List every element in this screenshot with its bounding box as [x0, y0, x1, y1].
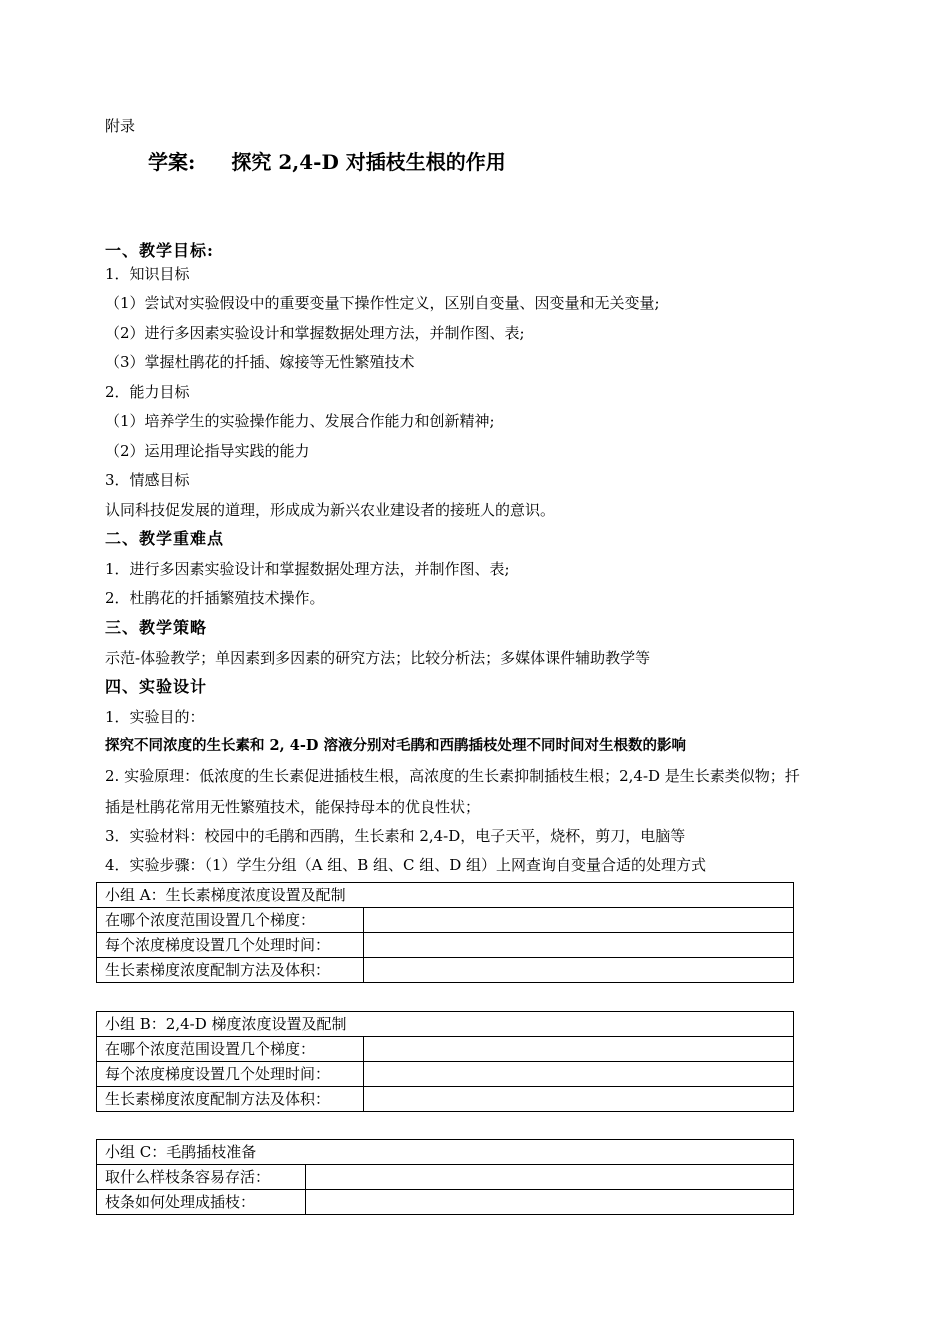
table-cell-label: 在哪个浓度范围设置几个梯度： — [97, 1037, 364, 1062]
paragraph: （2）运用理论指导实践的能力 — [105, 442, 310, 460]
group-a-table — [96, 882, 794, 983]
table-cell-answer[interactable] — [364, 1037, 794, 1062]
paragraph: （3）掌握杜鹃花的扦插、嫁接等无性繁殖技术 — [105, 353, 415, 371]
paragraph: 2．能力目标 — [105, 383, 190, 401]
paragraph: 1．进行多因素实验设计和掌握数据处理方法，并制作图、表; — [105, 560, 510, 578]
experiment-purpose: 探究不同浓度的生长素和 2, 4-D 溶液分别对毛鹃和西鹃插枝处理不同时间对生根数的影响 — [105, 737, 686, 754]
section-heading-difficulties: 二、教学重难点 — [105, 529, 225, 548]
table-header: 小组 C：毛鹃插枝准备 — [97, 1140, 794, 1165]
appendix-label: 附录 — [105, 117, 136, 135]
group-c-table — [96, 1139, 794, 1215]
paragraph: （1）培养学生的实验操作能力、发展合作能力和创新精神; — [105, 412, 495, 430]
paragraph: （2）进行多因素实验设计和掌握数据处理方法，并制作图、表; — [105, 324, 525, 342]
page-title — [148, 148, 506, 176]
section-heading-goals: 一、教学目标: — [105, 241, 214, 260]
table-cell-answer[interactable] — [364, 1062, 794, 1087]
table-cell-label: 每个浓度梯度设置几个处理时间： — [97, 933, 364, 958]
section-heading-experiment: 四、实验设计 — [105, 677, 208, 696]
table-cell-label: 生长素梯度浓度配制方法及体积： — [97, 958, 364, 983]
table-header: 小组 A：生长素梯度浓度设置及配制 — [97, 883, 794, 908]
paragraph: 1．知识目标 — [105, 265, 190, 283]
table-cell-answer[interactable] — [364, 933, 794, 958]
paragraph: 3．实验材料：校园中的毛鹃和西鹃，生长素和 2,4-D，电子天平，烧杯，剪刀，电脑等 — [105, 827, 686, 845]
paragraph: 4．实验步骤：（1）学生分组（A 组、B 组、C 组、D 组）上网查询自变量合适的处理方式 — [105, 856, 707, 874]
paragraph: 插是杜鹃花常用无性繁殖技术，能保持母本的优良性状； — [105, 798, 481, 816]
paragraph: 认同科技促发展的道理，形成成为新兴农业建设者的接班人的意识。 — [105, 501, 556, 519]
group-b-table — [96, 1011, 794, 1112]
paragraph: 2. 实验原理：低浓度的生长素促进插枝生根，高浓度的生长素抑制插枝生根；2,4-D 是生长素类似物；扦 — [105, 767, 800, 785]
paragraph: 3．情感目标 — [105, 471, 190, 489]
table-cell-label: 枝条如何处理成插枝： — [97, 1190, 306, 1215]
paragraph: 1．实验目的： — [105, 708, 205, 726]
paragraph: 示范-体验教学；单因素到多因素的研究方法；比较分析法；多媒体课件辅助教学等 — [105, 649, 651, 667]
table-cell-answer[interactable] — [364, 958, 794, 983]
table-header: 小组 B：2,4-D 梯度浓度设置及配制 — [97, 1012, 794, 1037]
table-cell-label: 在哪个浓度范围设置几个梯度： — [97, 908, 364, 933]
table-cell-answer[interactable] — [306, 1165, 794, 1190]
table-cell-label: 取什么样枝条容易存活： — [97, 1165, 306, 1190]
table-cell-label: 每个浓度梯度设置几个处理时间： — [97, 1062, 364, 1087]
paragraph: 2．杜鹃花的扦插繁殖技术操作。 — [105, 589, 325, 607]
table-cell-answer[interactable] — [364, 1087, 794, 1112]
title-main: 探究 2,4-D 对插枝生根的作用 — [231, 150, 506, 174]
table-cell-label: 生长素梯度浓度配制方法及体积： — [97, 1087, 364, 1112]
title-prefix: 学案: — [148, 150, 196, 174]
paragraph: （1）尝试对实验假设中的重要变量下操作性定义，区别自变量、因变量和无关变量; — [105, 294, 660, 312]
section-heading-strategy: 三、教学策略 — [105, 618, 208, 637]
table-cell-answer[interactable] — [364, 908, 794, 933]
table-cell-answer[interactable] — [306, 1190, 794, 1215]
